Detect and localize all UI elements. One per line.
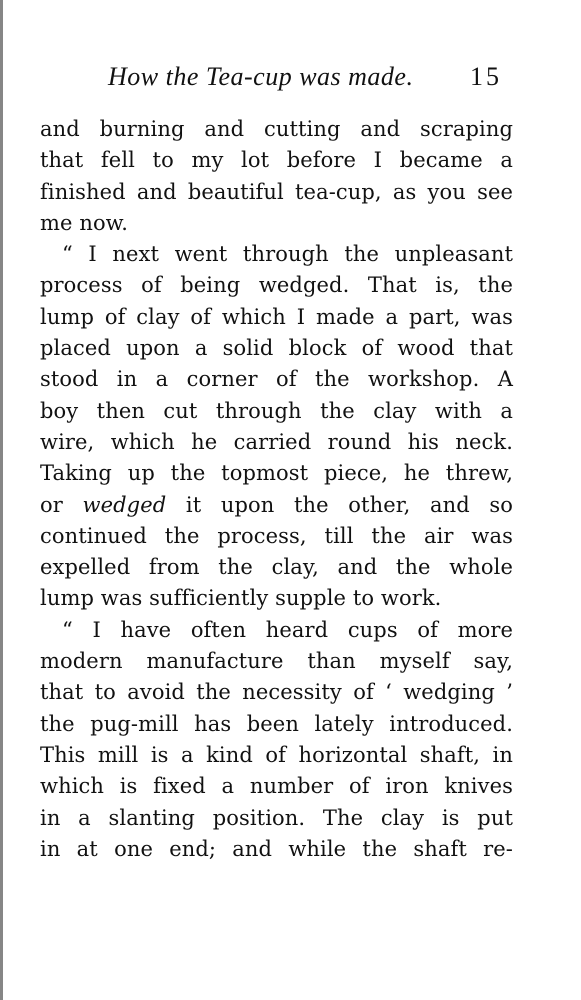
text-line: lump was sufficiently supple to work. [40,586,442,611]
text-line: process of being wedged. That is, the [40,273,513,298]
page-header [0,62,581,98]
text-line: boy then cut through the clay with a [40,398,513,423]
text-line: in at one end; and while the shaft re- [40,836,513,861]
text-line: the pug-mill has been lately introduced. [40,711,513,736]
text-line: that fell to my lot before I became a [40,148,513,173]
text-line: and burning and cutting and scraping [40,117,513,141]
italic-word: wedged [82,492,167,517]
text-line: lump of clay of which I made a part, was [40,304,513,329]
paragraph-start-line: “ I have often heard cups of more [62,617,513,642]
text-line: stood in a corner of the workshop. A [40,367,513,392]
text-fragment: or [40,492,83,517]
page-edge-shadow [0,0,3,1000]
text-line: which is fixed a number of iron knives [40,774,513,799]
text-line: in a slanting position. The clay is put [40,805,513,830]
text-line: finished and beautiful tea-cup, as you see [40,179,513,204]
text-line: expelled from the clay, and the whole [40,555,513,580]
text-line: placed upon a solid block of wood that [40,336,513,361]
text-line: Taking up the topmost piece, he threw, [40,461,513,486]
body-text [40,114,513,865]
text-fragment: it upon the other, and so [166,492,513,517]
text-line: wire, which he carried round his neck. [40,429,513,454]
text-line: that to avoid the necessity of ‘ wedging ’ [40,680,513,705]
page-number: 15 [470,62,502,91]
text-line: continued the process, till the air was [40,523,513,548]
running-title: How the Tea-cup was made. [108,62,414,91]
text-line: modern manufacture than myself say, [40,649,513,674]
text-line: me now. [40,210,129,235]
paragraph-start-line: “ I next went through the unpleasant [62,242,513,267]
text-line-with-emphasis [40,490,513,521]
text-line: This mill is a kind of horizontal shaft, in [40,742,513,767]
